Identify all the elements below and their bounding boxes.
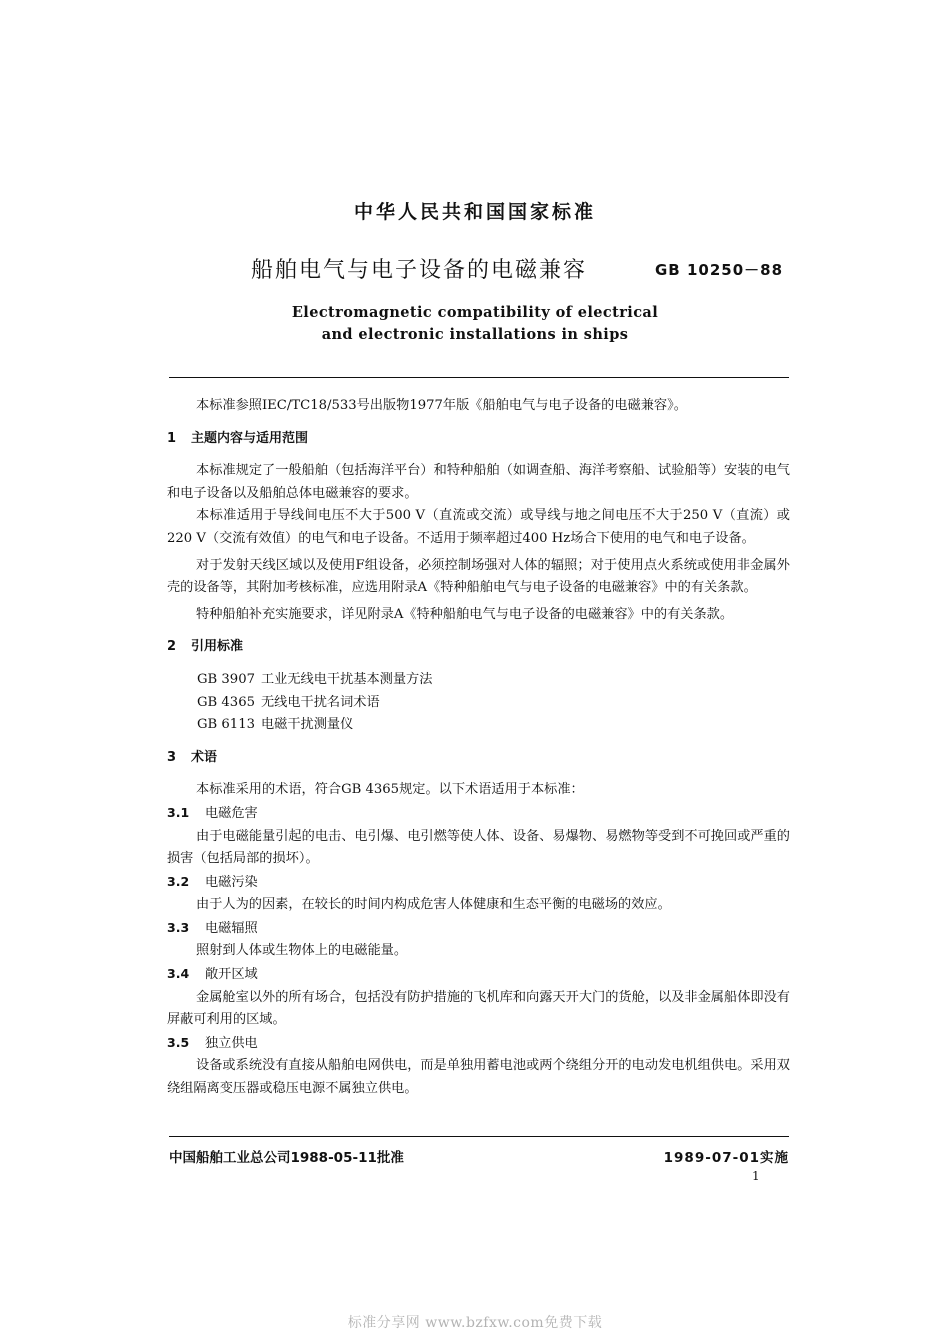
term-number: 3.2 bbox=[167, 873, 190, 889]
reference-code: GB 6113 bbox=[197, 717, 255, 733]
section-1-paragraph-1: 本标准规定了一般船舶（包括海洋平台）和特种船舶（如调查船、海洋考察船、试验船等）安装的电气和电子设备以及船舶总体电磁兼容的要求。 bbox=[167, 463, 790, 501]
section-1-heading bbox=[167, 428, 790, 451]
section-2-heading bbox=[167, 636, 790, 659]
term-definition: 由于电磁能量引起的电击、电引爆、电引燃等使人体、设备、易爆物、易燃物等受到不可挽回或严重的损害（包括局部的损坏）。 bbox=[167, 828, 790, 867]
national-standard-heading: 中华人民共和国国家标准 bbox=[353, 201, 596, 223]
document-title-english bbox=[0, 302, 950, 346]
term-name: 独立供电 bbox=[205, 1035, 258, 1051]
site-watermark: 标准分享网 www.bzfxw.com免费下载 bbox=[347, 1315, 603, 1331]
term-name: 电磁危害 bbox=[205, 805, 258, 821]
term-heading-3-1 bbox=[167, 802, 790, 826]
term-name: 电磁辐照 bbox=[205, 920, 258, 936]
reference-item bbox=[197, 669, 790, 692]
term-number: 3.5 bbox=[167, 1034, 190, 1050]
term-name: 敞开区域 bbox=[205, 967, 258, 983]
term-heading-3-4 bbox=[167, 963, 790, 987]
section-number: 3 bbox=[167, 749, 177, 765]
intro-paragraph: 本标准参照IEC/TC18/533号出版物1977年版《船舶电气与电子设备的电磁兼容》。 bbox=[196, 398, 687, 413]
title-en-line-1: Electromagnetic compatibility of electrical bbox=[291, 304, 659, 321]
reference-code: GB 3907 bbox=[197, 671, 255, 687]
term-definition: 设备或系统没有直接从船舶电网供电，而是单独用蓄电池或两个绕组分开的电动发电机组供电。采用双绕组隔离变压器或稳压电源不属独立供电。 bbox=[167, 1058, 790, 1097]
approval-statement: 中国船舶工业总公司1988-05-11批准 bbox=[169, 1150, 404, 1166]
term-definition: 照射到人体或生物体上的电磁能量。 bbox=[196, 943, 408, 959]
reference-name: 电磁干扰测量仪 bbox=[261, 717, 354, 733]
section-1-paragraph-2: 本标准适用于导线间电压不大于500 V（直流或交流）或导线与地之间电压不大于250 V（直流）或220 V（交流有效值）的电气和电子设备。不适用于频率超过400 Hz场合下使用的电气和电子设备。 bbox=[167, 508, 790, 546]
section-title: 引用标准 bbox=[191, 639, 244, 655]
reference-name: 工业无线电干扰基本测量方法 bbox=[261, 671, 433, 687]
standard-code: GB 10250－88 bbox=[655, 261, 784, 279]
term-definition: 金属舱室以外的所有场合，包括没有防护措施的飞机库和向露天开大门的货舱，以及非金属船体即没有屏蔽可利用的区域。 bbox=[167, 989, 790, 1028]
document-title-chinese: 船舶电气与电子设备的电磁兼容 bbox=[251, 258, 588, 283]
reference-item bbox=[197, 714, 790, 737]
term-number: 3.4 bbox=[167, 966, 190, 982]
reference-name: 无线电干扰名词术语 bbox=[261, 694, 380, 710]
section-number: 1 bbox=[167, 430, 177, 446]
section-title: 主题内容与适用范围 bbox=[191, 430, 309, 446]
reference-item bbox=[197, 692, 790, 715]
section-1-paragraph-3: 对于发射天线区域以及使用F组设备，必须控制场强对人体的辐照；对于使用点火系统或使用非金属外壳的设备等，其附加考核标准，应选用附录A《特种船舶电气与电子设备的电磁兼容》中的有关条款。 bbox=[167, 557, 790, 596]
document-body bbox=[167, 395, 790, 1101]
term-number: 3.3 bbox=[167, 919, 190, 935]
term-heading-3-3 bbox=[167, 917, 790, 941]
effective-date: 1989-07-01实施 bbox=[663, 1150, 789, 1166]
section-3-heading bbox=[167, 747, 790, 770]
term-heading-3-5 bbox=[167, 1032, 790, 1056]
section-1-paragraph-4: 特种船舶补充实施要求，详见附录A《特种船舶电气与电子设备的电磁兼容》中的有关条款。 bbox=[196, 606, 734, 622]
reference-code: GB 4365 bbox=[197, 694, 255, 710]
term-number: 3.1 bbox=[167, 804, 190, 820]
section-title: 术语 bbox=[191, 749, 218, 765]
term-heading-3-2 bbox=[167, 871, 790, 895]
section-3-intro: 本标准采用的术语，符合GB 4365规定。以下术语适用于本标准： bbox=[196, 782, 584, 798]
title-en-line-2: and electronic installations in ships bbox=[321, 326, 629, 343]
section-number: 2 bbox=[167, 639, 177, 655]
page-number: 1 bbox=[752, 1169, 760, 1183]
header-divider bbox=[169, 377, 789, 378]
term-definition: 由于人为的因素，在较长的时间内构成危害人体健康和生态平衡的电磁场的效应。 bbox=[196, 897, 671, 913]
term-name: 电磁污染 bbox=[205, 874, 258, 890]
footer-divider bbox=[169, 1136, 789, 1137]
